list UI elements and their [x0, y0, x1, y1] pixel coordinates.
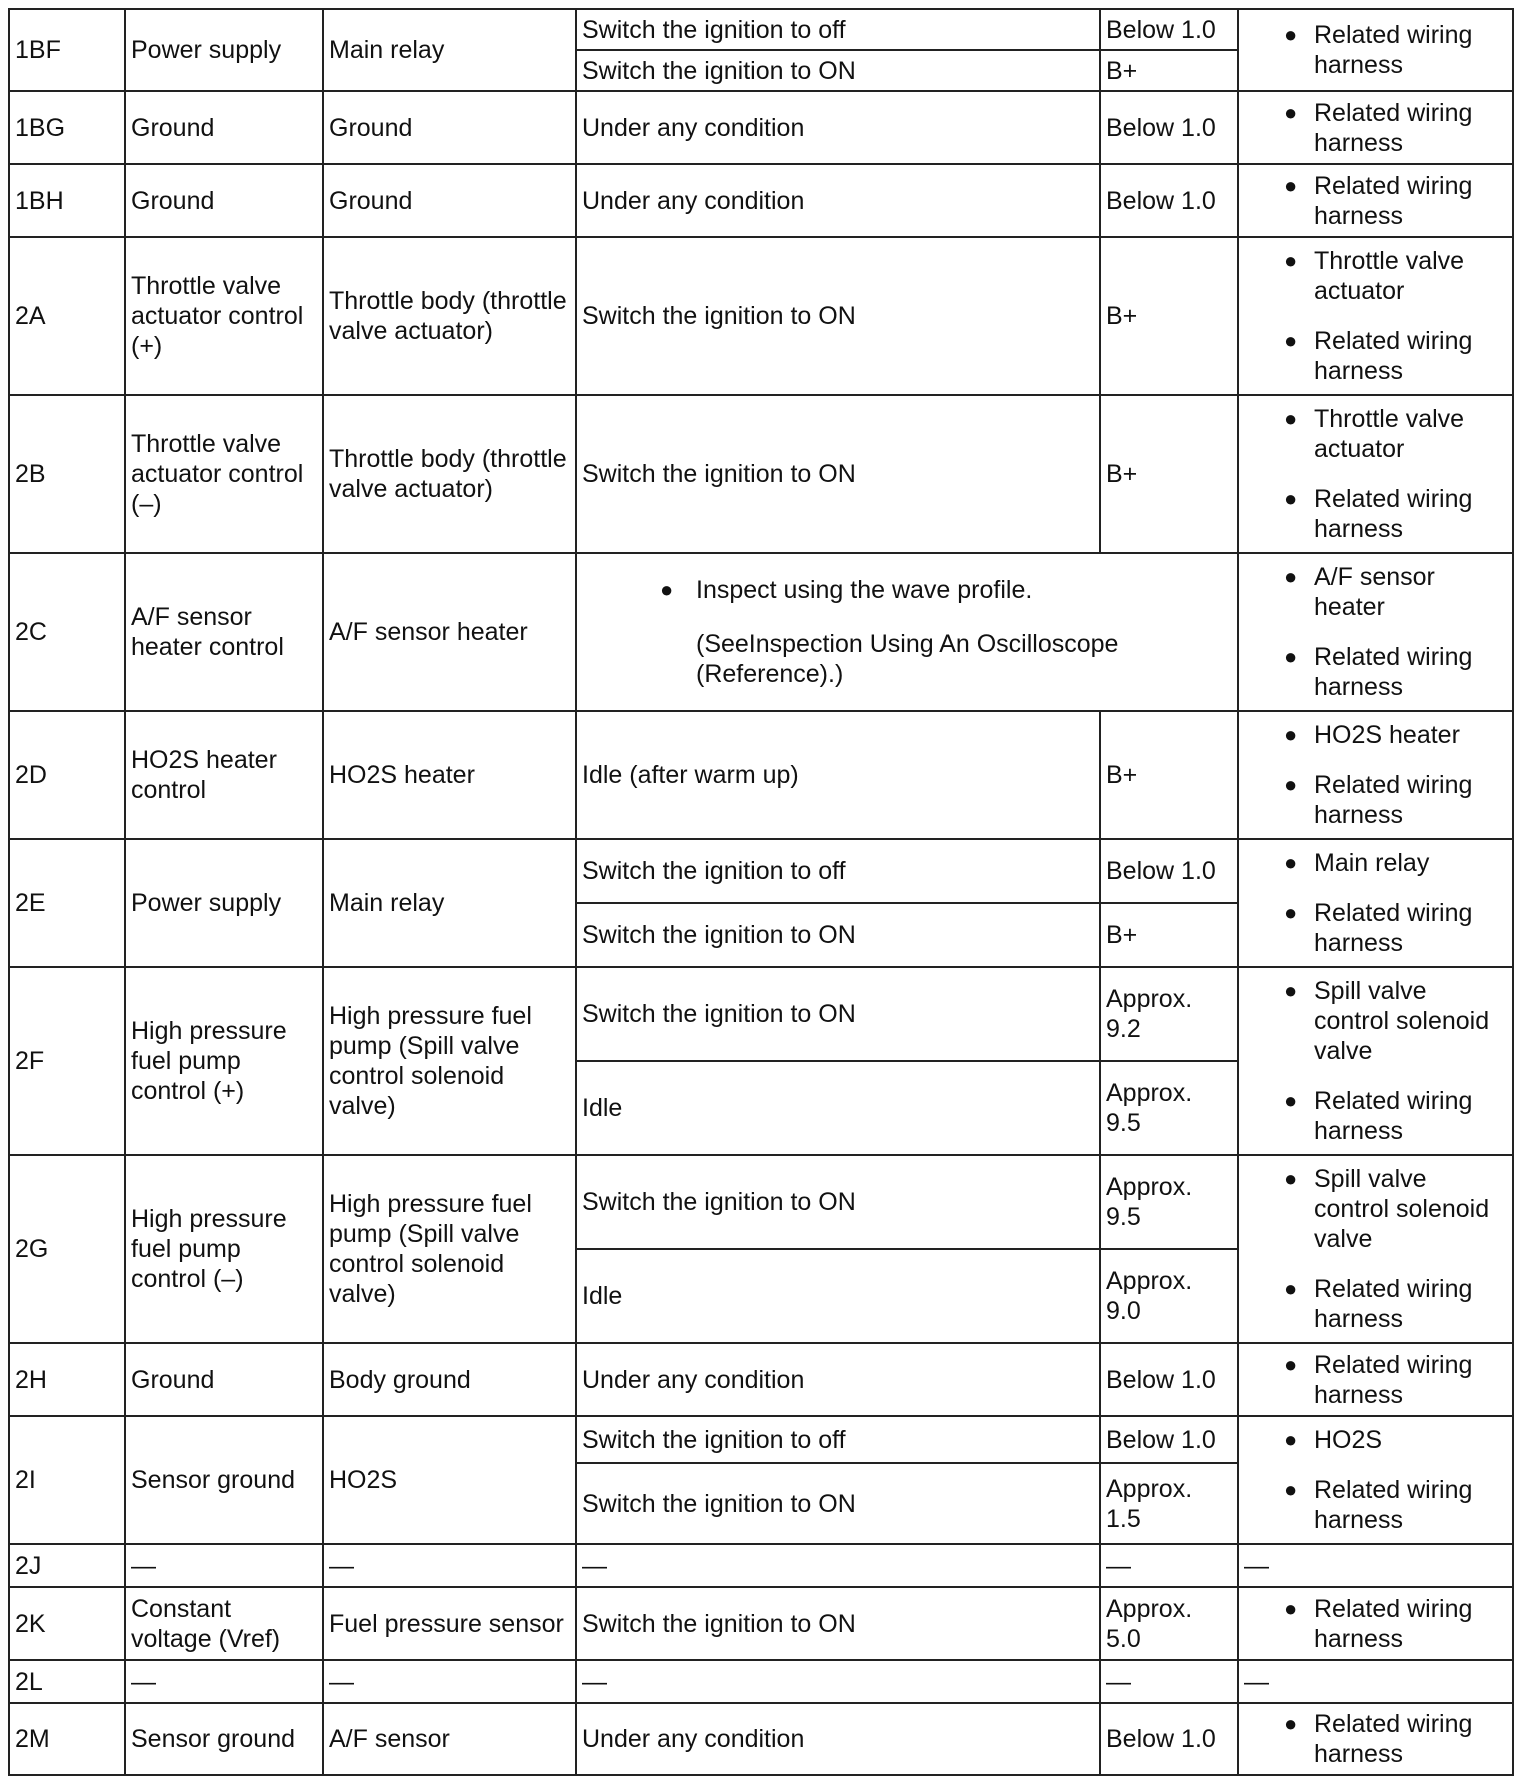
table-body [9, 9, 1513, 1775]
table-row [9, 164, 1513, 237]
table-row [9, 553, 1513, 711]
voltage-cell: B+ [1100, 395, 1238, 553]
action-item: ● Related wiring harness [1244, 642, 1507, 702]
action-list [1244, 246, 1507, 386]
connected-to-cell: HO2S [323, 1416, 576, 1544]
condition-cell: Under any condition [576, 164, 1100, 237]
condition-cell: Under any condition [576, 91, 1100, 164]
connected-to-cell: Ground [323, 91, 576, 164]
action-list [1244, 1164, 1507, 1334]
action-item: ● Related wiring harness [1244, 326, 1507, 386]
signal-cell: Ground [125, 91, 323, 164]
condition-cell: Switch the ignition to ON [576, 1587, 1100, 1660]
action-list [1244, 1594, 1507, 1654]
connected-to-cell: High pressure fuel pump (Spill valve control solenoid valve) [323, 967, 576, 1155]
terminal-cell: 2B [9, 395, 125, 553]
action-item: ● Throttle valve actuator [1244, 404, 1507, 464]
terminal-cell: 1BF [9, 9, 125, 91]
signal-cell: Constant voltage (Vref) [125, 1587, 323, 1660]
connected-to-cell: A/F sensor [323, 1703, 576, 1775]
condition-cell: Switch the ignition to ON [576, 395, 1100, 553]
condition-cell: — [576, 1660, 1100, 1703]
terminal-cell: 2I [9, 1416, 125, 1544]
action-item: ● A/F sensor heater [1244, 562, 1507, 622]
action-list [1244, 720, 1507, 830]
terminal-cell: 1BG [9, 91, 125, 164]
action-list [1244, 171, 1507, 231]
action-item: ● Related wiring harness [1244, 1274, 1507, 1334]
terminal-cell: 2L [9, 1660, 125, 1703]
signal-cell: Throttle valve actuator control (–) [125, 395, 323, 553]
connected-to-cell: Ground [323, 164, 576, 237]
action-cell [1238, 1587, 1513, 1660]
connected-to-cell: Main relay [323, 9, 576, 91]
action-cell: — [1238, 1544, 1513, 1587]
action-cell [1238, 553, 1513, 711]
action-list [1244, 98, 1507, 158]
condition-cell: Idle (after warm up) [576, 711, 1100, 839]
voltage-cell: Below 1.0 [1100, 91, 1238, 164]
action-item: ● Related wiring harness [1244, 98, 1507, 158]
signal-cell: High pressure fuel pump control (–) [125, 1155, 323, 1343]
connected-to-cell: — [323, 1660, 576, 1703]
action-cell: — [1238, 1660, 1513, 1703]
action-item: ● Related wiring harness [1244, 171, 1507, 231]
condition-cell: Idle [576, 1061, 1100, 1155]
condition-cell: Switch the ignition to ON [576, 237, 1100, 395]
terminal-cell: 1BH [9, 164, 125, 237]
action-item: ● Related wiring harness [1244, 484, 1507, 544]
voltage-cell: Below 1.0 [1100, 1703, 1238, 1775]
table-row [9, 237, 1513, 395]
action-cell [1238, 237, 1513, 395]
action-cell [1238, 164, 1513, 237]
condition-cell: Switch the ignition to ON [576, 967, 1100, 1061]
table-row [9, 9, 1513, 50]
voltage-cell: Approx. 1.5 [1100, 1463, 1238, 1544]
action-list [1244, 562, 1507, 702]
action-list [1244, 976, 1507, 1146]
action-item: ● Related wiring harness [1244, 1594, 1507, 1654]
table-row [9, 1416, 1513, 1463]
table-row [9, 967, 1513, 1061]
table-row [9, 1660, 1513, 1703]
action-list [1244, 20, 1507, 80]
condition-cell: Under any condition [576, 1703, 1100, 1775]
action-item: ● Related wiring harness [1244, 770, 1507, 830]
action-item: ● Related wiring harness [1244, 1350, 1507, 1410]
action-list [1244, 1350, 1507, 1410]
table-row [9, 711, 1513, 839]
table-row [9, 1587, 1513, 1660]
terminal-cell: 2J [9, 1544, 125, 1587]
action-cell [1238, 91, 1513, 164]
action-item: ● Related wiring harness [1244, 20, 1507, 80]
voltage-cell: B+ [1100, 50, 1238, 91]
connected-to-cell: Main relay [323, 839, 576, 967]
action-cell [1238, 1703, 1513, 1775]
signal-cell: Sensor ground [125, 1703, 323, 1775]
action-list [1244, 1425, 1507, 1535]
action-cell [1238, 9, 1513, 91]
voltage-cell: Below 1.0 [1100, 839, 1238, 903]
condition-cell: Idle [576, 1249, 1100, 1343]
signal-cell: — [125, 1544, 323, 1587]
terminal-cell: 2E [9, 839, 125, 967]
action-list [1244, 1709, 1507, 1769]
action-list [1244, 404, 1507, 544]
action-item: ● Related wiring harness [1244, 1709, 1507, 1769]
signal-cell: High pressure fuel pump control (+) [125, 967, 323, 1155]
action-item: ● HO2S heater [1244, 720, 1507, 750]
signal-cell: Throttle valve actuator control (+) [125, 237, 323, 395]
action-item: ● Spill valve control solenoid valve [1244, 976, 1507, 1066]
voltage-cell: Approx. 9.5 [1100, 1061, 1238, 1155]
voltage-cell: Approx. 5.0 [1100, 1587, 1238, 1660]
inspection-item: ● Inspect using the wave profile. [660, 575, 1232, 605]
action-item: ● Throttle valve actuator [1244, 246, 1507, 306]
terminal-cell: 2G [9, 1155, 125, 1343]
inspection-reference: (SeeInspection Using An Oscilloscope (Reference).) [696, 630, 1119, 688]
voltage-cell: Approx. 9.0 [1100, 1249, 1238, 1343]
terminal-cell: 2H [9, 1343, 125, 1416]
action-item: ● Related wiring harness [1244, 898, 1507, 958]
table-row [9, 91, 1513, 164]
action-item: ● HO2S [1244, 1425, 1507, 1455]
voltage-cell: Below 1.0 [1100, 9, 1238, 50]
table-row [9, 1155, 1513, 1249]
action-item: ● Spill valve control solenoid valve [1244, 1164, 1507, 1254]
table-row [9, 395, 1513, 553]
terminal-cell: 2C [9, 553, 125, 711]
terminal-voltage-table [8, 8, 1514, 1776]
condition-cell: Switch the ignition to off [576, 1416, 1100, 1463]
condition-cell: — [576, 1544, 1100, 1587]
inspection-note [582, 575, 1232, 689]
action-cell [1238, 1343, 1513, 1416]
connected-to-cell: A/F sensor heater [323, 553, 576, 711]
terminal-cell: 2F [9, 967, 125, 1155]
signal-cell: Power supply [125, 9, 323, 91]
table-row [9, 839, 1513, 903]
condition-cell: Switch the ignition to ON [576, 1463, 1100, 1544]
action-item: ● Main relay [1244, 848, 1507, 878]
signal-cell: — [125, 1660, 323, 1703]
voltage-cell: B+ [1100, 711, 1238, 839]
action-cell [1238, 1416, 1513, 1544]
table-row [9, 1544, 1513, 1587]
action-cell [1238, 1155, 1513, 1343]
condition-cell: Switch the ignition to off [576, 839, 1100, 903]
terminal-cell: 2K [9, 1587, 125, 1660]
action-cell [1238, 395, 1513, 553]
action-list [1244, 848, 1507, 958]
connected-to-cell: HO2S heater [323, 711, 576, 839]
condition-cell: Under any condition [576, 1343, 1100, 1416]
signal-cell: A/F sensor heater control [125, 553, 323, 711]
voltage-cell: — [1100, 1660, 1238, 1703]
voltage-cell: B+ [1100, 237, 1238, 395]
connected-to-cell: Body ground [323, 1343, 576, 1416]
terminal-cell: 2D [9, 711, 125, 839]
table-row [9, 1703, 1513, 1775]
connected-to-cell: High pressure fuel pump (Spill valve control solenoid valve) [323, 1155, 576, 1343]
voltage-cell: Approx. 9.5 [1100, 1155, 1238, 1249]
signal-cell: HO2S heater control [125, 711, 323, 839]
voltage-cell: Approx. 9.2 [1100, 967, 1238, 1061]
condition-cell: Switch the ignition to off [576, 9, 1100, 50]
voltage-cell: Below 1.0 [1100, 1416, 1238, 1463]
voltage-cell: — [1100, 1544, 1238, 1587]
condition-cell: Switch the ignition to ON [576, 903, 1100, 967]
signal-cell: Ground [125, 164, 323, 237]
connected-to-cell: Throttle body (throttle valve actuator) [323, 237, 576, 395]
terminal-cell: 2A [9, 237, 125, 395]
inspection-cell [576, 553, 1238, 711]
terminal-cell: 2M [9, 1703, 125, 1775]
table-row [9, 1343, 1513, 1416]
action-item: ● Related wiring harness [1244, 1475, 1507, 1535]
voltage-cell: Below 1.0 [1100, 1343, 1238, 1416]
connected-to-cell: — [323, 1544, 576, 1587]
voltage-cell: Below 1.0 [1100, 164, 1238, 237]
signal-cell: Sensor ground [125, 1416, 323, 1544]
action-cell [1238, 839, 1513, 967]
action-item: ● Related wiring harness [1244, 1086, 1507, 1146]
condition-cell: Switch the ignition to ON [576, 1155, 1100, 1249]
connected-to-cell: Fuel pressure sensor [323, 1587, 576, 1660]
action-cell [1238, 967, 1513, 1155]
signal-cell: Power supply [125, 839, 323, 967]
condition-cell: Switch the ignition to ON [576, 50, 1100, 91]
signal-cell: Ground [125, 1343, 323, 1416]
action-cell [1238, 711, 1513, 839]
connected-to-cell: Throttle body (throttle valve actuator) [323, 395, 576, 553]
voltage-cell: B+ [1100, 903, 1238, 967]
